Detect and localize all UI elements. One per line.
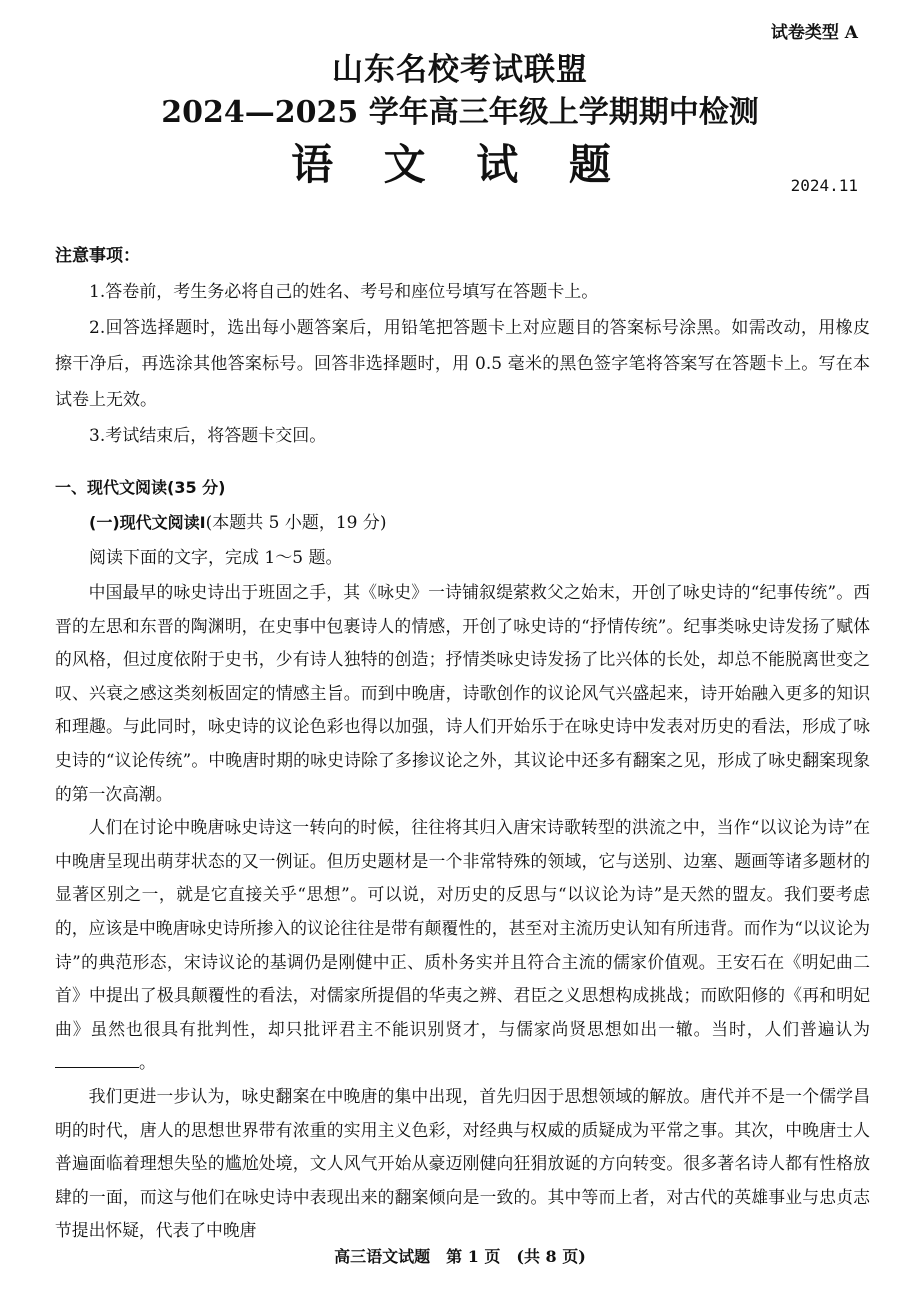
notes-item: 3.考试结束后，将答题卡交回。 xyxy=(89,426,327,446)
organization-title: 山东名校考试联盟 xyxy=(332,52,588,88)
exam-header xyxy=(0,50,920,192)
subsection-note: (本题共 5 小题，19 分) xyxy=(205,513,387,533)
reading-instruction: 阅读下面的文字，完成 1～5 题。 xyxy=(89,548,343,568)
notes-title: 注意事项： xyxy=(55,246,140,266)
notes-item: 1.答卷前，考生务必将自己的姓名、考号和座位号填写在答题卡上。 xyxy=(89,282,599,302)
exam-date: 2024.11 xyxy=(790,176,858,195)
subsection-heading xyxy=(55,505,870,541)
passage-paragraph-text: 人们在讨论中晚唐咏史诗这一转向的时候，往往将其归入唐宋诗歌转型的洪流之中，当作“以议论为诗”在中晚唐呈现出萌芽状态的又一例证。但历史题材是一个非常特殊的领域，它与送别、边塞、题画等诸多题材的显著区别之一，就是它直接关乎“思想”。可以说，对历史的反思与“以议论为诗”是天然的盟友。我们要考虑的，应该是中晚唐咏史诗所掺入的议论往往是带有颠覆性的，甚至对主流历史认知有所违背。而作为“以议论为诗”的典范形态，宋诗议论的基调仍是刚健中正、质朴务实并且符合主流的儒家价值观。王安石在《明妃曲二首》中提出了极具颠覆性的看法，对儒家所提倡的华夷之辨、君臣之义思想构成挑战；而欧阳修的《再和明妃曲》虽然也很具有批判性，却只批评君主不能识别贤才，与儒家尚贤思想如出一辙。当时，人们普遍认为 xyxy=(55,817,870,1039)
page-footer: 高三语文试题 第 1 页 (共 8 页) xyxy=(334,1247,586,1266)
section-title: 一、现代文阅读(35 分) xyxy=(55,478,226,497)
exam-title: 2024—2025 学年高三年级上学期期中检测 xyxy=(161,95,759,130)
passage-paragraph: 我们更进一步认为，咏史翻案在中晚唐的集中出现，首先归因于思想领域的解放。唐代并不是一个儒学昌明的时代，唐人的思想世界带有浓重的实用主义色彩，对经典与权威的质疑成为平常之事。其次，中晚唐士人普遍面临着理想失坠的尴尬处境，文人风气开始从豪迈刚健向狂狷放诞的方向转变。很多著名诗人都有性格放肆的一面，而这与他们在咏史诗中表现出来的翻案倾向是一致的。其中等而上者，对古代的英雄事业与忠贞志节提出怀疑，代表了中晚唐 xyxy=(55,1085,870,1241)
passage-paragraph: 人们在讨论中晚唐咏史诗这一转向的时候，往往将其归入唐宋诗歌转型的洪流之中，当作“以议论为诗”在中晚唐呈现出萌芽状态的又一例证。但历史题材是一个非常特殊的领域，它与送别、边塞、题画等诸多题材的显著区别之一，就是它直接关乎“思想”。可以说，对历史的反思与“以议论为诗”是天然的盟友。我们要考虑的，应该是中晚唐咏史诗所掺入的议论往往是带有颠覆性的，甚至对主流历史认知有所违背。而作为“以议论为诗”的典范形态，宋诗议论的基调仍是刚健中正、质朴务实并且符合主流的儒家价值观。王安石在《明妃曲二首》中提出了极具颠覆性的看法，对儒家所提倡的华夷之辨、君臣之义思想构成挑战；而欧阳修的《再和明妃曲》虽然也很具有批判性，却只批评君主不能识别贤才，与儒家尚贤思想如出一辙。当时，人们普遍认为。 xyxy=(55,817,870,1073)
subsection-title: (一)现代文阅读Ⅰ xyxy=(89,513,206,532)
notes-item: 2.回答选择题时，选出每小题答案后，用铅笔把答题卡上对应题目的答案标号涂黑。如需改动，用橡皮擦干净后，再选涂其他答案标号。回答非选择题时，用 0.5 毫米的黑色签字笔将答案写在答题卡上。写在本试卷上无效。 xyxy=(55,318,870,410)
reading-section xyxy=(55,470,870,1248)
passage-paragraph: 中国最早的咏史诗出于班固之手，其《咏史》一诗铺叙缇萦救父之始末，开创了咏史诗的“纪事传统”。西晋的左思和东晋的陶渊明，在史事中包裹诗人的情感，开创了咏史诗的“抒情传统”。纪事类咏史诗发扬了赋体的风格，但过度依附于史书，少有诗人独特的创造；抒情类咏史诗发扬了比兴体的长处，却总不能脱离世变之叹、兴衰之感这类刻板固定的情感主旨。而到中晚唐，诗歌创作的议论风气兴盛起来，诗开始融入更多的知识和理趣。与此同时，咏史诗的议论色彩也得以加强，诗人们开始乐于在咏史诗中发表对历史的看法，形成了咏史诗的“议论传统”。中晚唐时期的咏史诗除了多掺议论之外，其议论中还多有翻案之见，形成了咏史翻案现象的第一次高潮。 xyxy=(55,582,870,804)
notes-block xyxy=(55,238,870,454)
fill-in-blank xyxy=(55,1049,139,1068)
subject-title: 语 文 试 题 xyxy=(291,140,629,189)
paper-type-label: 试卷类型 A xyxy=(770,23,858,43)
